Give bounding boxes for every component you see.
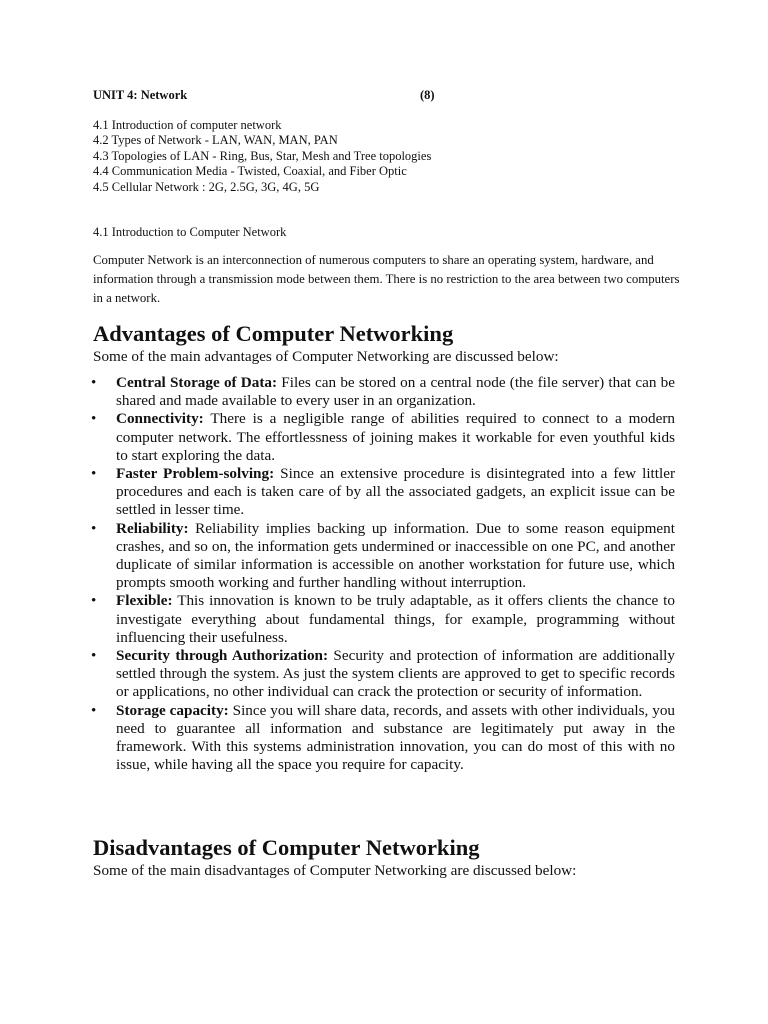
list-item (93, 410, 675, 465)
item-term: Flexible: (116, 592, 173, 610)
list-item (93, 374, 675, 410)
advantages-list (93, 374, 675, 774)
item-text: Since you will share data, records, and assets with other individuals, you need to guarantee all information and substance are legitimately put away in the framework. With this systems administration innovation, you can do most of this with no issue, while having all the space you require for capacity. (116, 701, 676, 774)
item-text: Since an extensive procedure is disintegrated into a few littler procedures and each is taken care of by all the associated gadgets, an explicit issue can be settled in lesser time. (116, 465, 676, 519)
toc-item: 4.1 Introduction of computer network (93, 118, 282, 132)
unit-header (93, 88, 493, 103)
toc-item: 4.3 Topologies of LAN - Ring, Bus, Star, Mesh and Tree topologies (93, 148, 432, 163)
advantages-heading: Advantages of Computer Networking (93, 321, 454, 346)
item-term: Storage capacity: (116, 701, 229, 719)
intro-paragraph: Computer Network is an interconnection of numerous computers to share an operating system, hardware, and information through a transmission mode between them. There is no restriction to the area between two computers in a network. (93, 253, 680, 305)
unit-title: UNIT 4: Network (93, 88, 188, 102)
item-term: Security through Authorization: (116, 647, 329, 665)
bullet-icon: • (91, 410, 97, 428)
disadvantages-heading: Disadvantages of Computer Networking (93, 835, 480, 860)
bullet-icon: • (91, 465, 97, 483)
advantages-lead: Some of the main advantages of Computer Networking are discussed below: (93, 348, 559, 365)
bullet-icon: • (91, 701, 97, 719)
unit-marks: (8) (420, 88, 435, 102)
section-title: 4.1 Introduction to Computer Network (93, 225, 287, 239)
bullet-icon: • (91, 647, 97, 665)
list-item (93, 702, 675, 775)
item-term: Faster Problem-solving: (116, 465, 275, 483)
item-term: Connectivity: (116, 410, 204, 428)
item-term: Central Storage of Data: (116, 374, 278, 391)
list-item (93, 592, 675, 647)
toc-item: 4.2 Types of Network - LAN, WAN, MAN, PAN (93, 133, 338, 148)
item-text: Files can be stored on a central node (the file server) that can be shared and made available to every user in an organization. (116, 374, 675, 410)
list-item (93, 647, 675, 702)
item-text: There is a negligible range of abilities required to connect to a modern computer network. The effortlessness of joining makes it workable for even youthful kids to start exploring the data. (116, 410, 675, 464)
bullet-icon: • (91, 592, 97, 610)
disadvantages-lead: Some of the main disadvantages of Computer Networking are discussed below: (93, 862, 577, 879)
item-text: Reliability implies backing up information. Due to some reason equipment crashes, and so on, the information gets undermined or inaccessible on one PC, and another duplicate of similar information is accessible on another workstation for future use, which prompts smooth working and further handling without interruption. (116, 519, 675, 592)
item-text: This innovation is known to be truly adaptable, as it offers clients the chance to investigate everything about fundamental things, for example, programming without influencing their usefulness. (116, 592, 675, 646)
toc-item: 4.4 Communication Media - Twisted, Coaxial, and Fiber Optic (93, 164, 407, 179)
bullet-icon: • (91, 519, 97, 537)
toc-item: 4.5 Cellular Network : 2G, 2.5G, 3G, 4G, 5G (93, 179, 320, 194)
list-item (93, 465, 675, 520)
item-term: Reliability: (116, 519, 189, 537)
item-text: Security and protection of information are additionally settled through the system. As just the system clients are approved to get to specific records or applications, no other individual can crack the protection or security of information. (116, 647, 675, 701)
table-of-contents (93, 118, 431, 195)
bullet-icon: • (91, 374, 97, 391)
list-item (93, 520, 675, 593)
